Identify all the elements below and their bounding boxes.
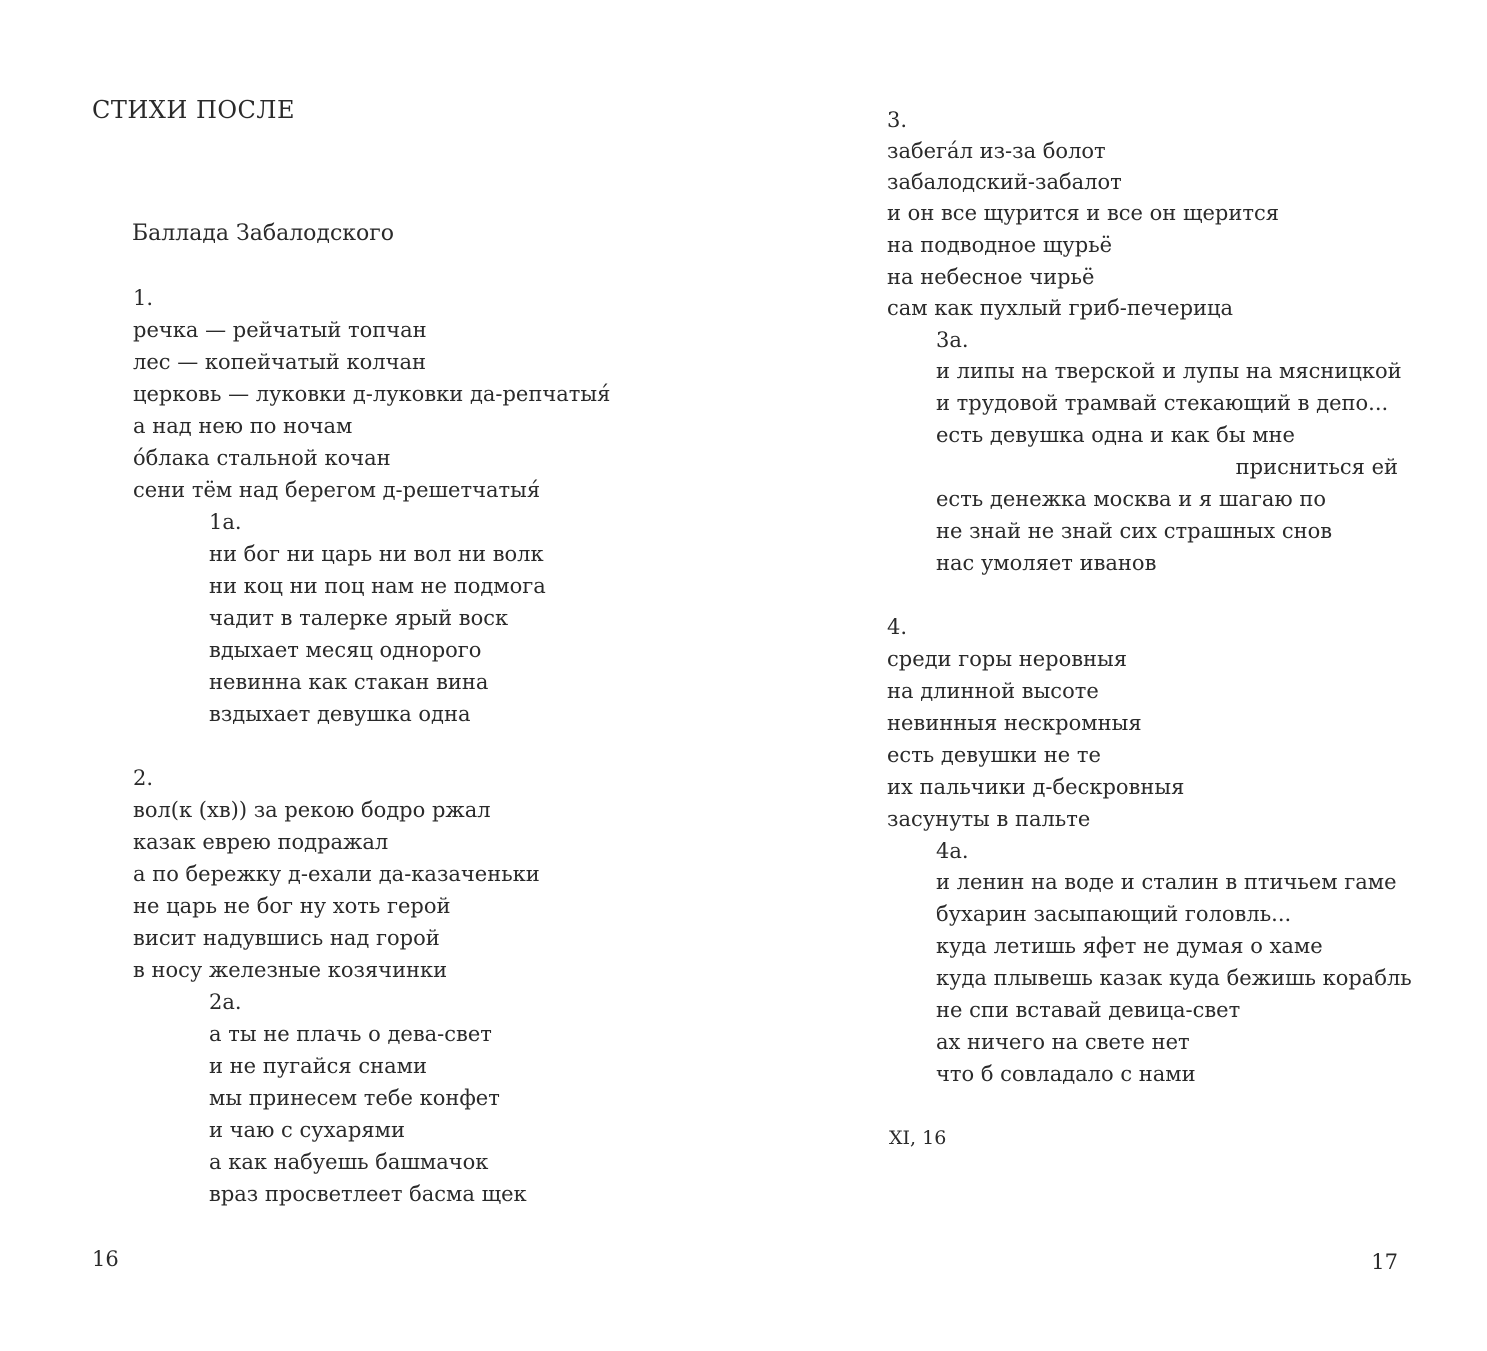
verse-line: ни бог ни царь ни вол ни волк — [209, 542, 544, 566]
verse-line: и не пугайся снами — [209, 1054, 427, 1078]
verse-line: есть денежка москва и я шагаю по — [936, 487, 1326, 511]
verse-line: и чаю с сухарями — [209, 1118, 405, 1142]
left-page — [0, 0, 740, 1351]
stanza-number: 4а. — [936, 839, 969, 863]
verse-line: и трудовой трамвай стекающий в депо... — [936, 391, 1389, 415]
verse-line: вздыхает девушка одна — [209, 702, 471, 726]
verse-line: на небесное чирьё — [887, 265, 1095, 289]
verse-line: куда летишь яфет не думая о хаме — [936, 934, 1323, 958]
stanza-number: 2а. — [209, 990, 242, 1014]
verse-line: есть девушки не те — [887, 743, 1101, 767]
verse-line: и липы на тверской и лупы на мясницкой — [936, 359, 1402, 383]
verse-line: а ты не плачь о дева-свет — [209, 1022, 492, 1046]
verse-line: засунуты в пальте — [887, 807, 1091, 831]
page-number-right: 17 — [1371, 1250, 1398, 1274]
page-number-left: 16 — [92, 1247, 119, 1271]
stanza-number: 1а. — [209, 510, 242, 534]
verse-line: а по бережку д-ехали да-казаченьки — [133, 862, 540, 886]
verse-line: невинна как стакан вина — [209, 670, 489, 694]
verse-line: куда плывешь казак куда бежишь корабль — [936, 966, 1412, 990]
verse-line: церковь — луковки д-луковки да-репчатыя́ — [133, 382, 611, 406]
poem-title: Баллада Забалодского — [132, 221, 395, 246]
verse-line: присниться ей — [1235, 455, 1398, 479]
verse-line: не знай не знай сих страшных снов — [936, 519, 1333, 543]
verse-line: враз просветлеет басма щек — [209, 1182, 527, 1206]
verse-line: мы принесем тебе конфет — [209, 1086, 500, 1110]
stanza-number: 3а. — [936, 328, 969, 352]
stanza-number: 1. — [133, 286, 154, 310]
poem-date: XI, 16 — [889, 1127, 947, 1149]
verse-line: среди горы неровныя — [887, 647, 1128, 671]
verse-line: казак еврею подражал — [133, 830, 389, 854]
verse-line: висит надувшись над горой — [133, 926, 440, 950]
verse-line: сам как пухлый гриб-печерица — [887, 296, 1234, 320]
stanza-number: 2. — [133, 766, 154, 790]
verse-line: чадит в талерке ярый воск — [209, 606, 509, 630]
verse-line: ни коц ни поц нам не подмога — [209, 574, 546, 598]
stanza-number: 3. — [887, 108, 908, 132]
verse-line: на подводное щурьё — [887, 233, 1113, 257]
verse-line: нас умоляет иванов — [936, 551, 1157, 575]
right-page — [740, 0, 1487, 1351]
verse-line: забалодский-забалот — [887, 170, 1122, 194]
verse-line: бухарин засыпающий головль... — [936, 902, 1292, 926]
verse-line: а как набуешь башмачок — [209, 1150, 489, 1174]
verse-line: невинныя нескромныя — [887, 711, 1142, 735]
verse-line: вдыхает месяц однорого — [209, 638, 482, 662]
verse-line: на длинной высоте — [887, 679, 1099, 703]
verse-line: лес — копейчатый колчан — [133, 350, 426, 374]
verse-line: ах ничего на свете нет — [936, 1030, 1190, 1054]
verse-line: забега́л из-за болот — [887, 139, 1106, 163]
stanza-number: 4. — [887, 615, 908, 639]
verse-line: в носу железные козячинки — [133, 958, 448, 982]
verse-line: что б совладало с нами — [936, 1062, 1196, 1086]
verse-line: а над нею по ночам — [133, 414, 353, 438]
verse-line: не царь не бог ну хоть герой — [133, 894, 451, 918]
verse-line: есть девушка одна и как бы мне — [936, 423, 1295, 447]
verse-line: и он все щурится и все он щерится — [887, 201, 1279, 225]
verse-line: не спи вставай девица-свет — [936, 998, 1241, 1022]
verse-line: и ленин на воде и сталин в птичьем гаме — [936, 870, 1397, 894]
verse-line: вол(к (хв)) за рекою бодро ржал — [133, 798, 491, 822]
verse-line: их пальчики д-бескровныя — [887, 775, 1185, 799]
verse-line: речка — рейчатый топчан — [133, 318, 427, 342]
verse-line: сени тём над берегом д-решетчатыя́ — [133, 478, 541, 502]
section-heading: СТИХИ ПОСЛЕ — [92, 96, 295, 124]
verse-line: о́блака стальной кочан — [133, 446, 391, 470]
